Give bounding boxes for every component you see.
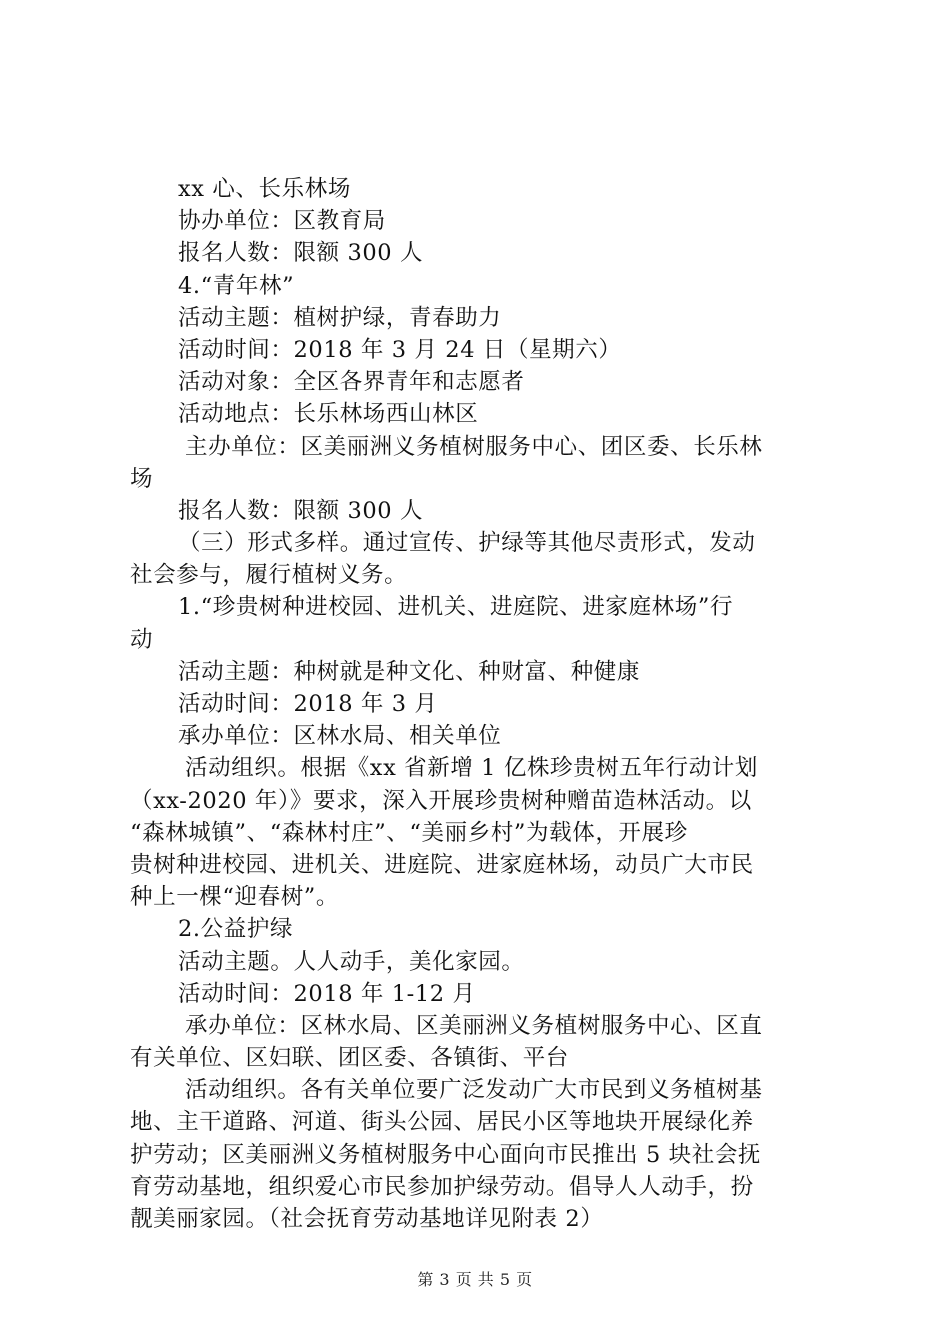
- text-line: 护劳动；区美丽洲义务植树服务中心面向市民推出 5 块社会抚: [130, 1141, 762, 1168]
- text-line: （xx-2020 年）》要求，深入开展珍贵树种赠苗造林活动。以: [130, 787, 752, 814]
- text-line: 育劳动基地，组织爱心市民参加护绿劳动。倡导人人动手，扮: [130, 1173, 754, 1200]
- text-line: xx 心、长乐林场: [178, 176, 351, 202]
- text-line: “森林城镇”、“森林村庄”、“美丽乡村”为载体，开展珍: [130, 819, 688, 846]
- text-line: （三）形式多样。通过宣传、护绿等其他尽责形式，发动: [178, 530, 756, 557]
- text-line: 承办单位：区林水局、相关单位: [178, 723, 502, 750]
- text-line: 4.“青年林”: [178, 272, 295, 299]
- text-line: 协办单位：区教育局: [178, 208, 386, 235]
- text-line: 活动时间：2018 年 3 月 24 日（星期六）: [178, 336, 622, 363]
- text-line: 动: [130, 626, 154, 653]
- text-line: 社会参与，履行植树义务。: [130, 562, 408, 589]
- text-line: 活动主题：植树护绿，青春助力: [178, 304, 502, 331]
- text-line: 活动组织。各有关单位要广泛发动广大市民到义务植树基: [185, 1077, 763, 1104]
- text-line: 有关单位、区妇联、团区委、各镇街、平台: [130, 1045, 569, 1072]
- text-line: 主办单位：区美丽洲义务植树服务中心、团区委、长乐林: [185, 433, 763, 460]
- text-line: 活动对象：全区各界青年和志愿者: [178, 369, 525, 396]
- text-line: 2.公益护绿: [178, 916, 294, 943]
- text-line: 活动主题。人人动手，美化家园。: [178, 948, 525, 975]
- text-line: 活动地点：长乐林场西山林区: [178, 401, 479, 428]
- text-line: 种上一棵“迎春树”。: [130, 884, 340, 911]
- text-line: 活动时间：2018 年 3 月: [178, 691, 438, 717]
- text-line: 场: [130, 465, 154, 492]
- text-line: 地、主干道路、河道、街头公园、居民小区等地块开展绿化养: [130, 1109, 754, 1136]
- text-line: 贵树种进校园、进机关、进庭院、进家庭林场，动员广大市民: [130, 851, 754, 878]
- text-line: 活动主题：种树就是种文化、种财富、种健康: [178, 658, 641, 685]
- text-line: 承办单位：区林水局、区美丽洲义务植树服务中心、区直: [185, 1012, 763, 1039]
- text-line: 活动组织。根据《xx 省新增 1 亿株珍贵树五年行动计划: [185, 755, 758, 782]
- text-line: 1.“珍贵树种进校园、进机关、进庭院、进家庭林场”行: [178, 594, 734, 621]
- text-line: 活动时间：2018 年 1-12 月: [178, 980, 476, 1007]
- page-footer: 第 3 页 共 5 页: [417, 1270, 533, 1289]
- document-body: [130, 173, 830, 1235]
- text-line: 靓美丽家园。（社会抚育劳动基地详见附表 2）: [130, 1206, 604, 1232]
- text-line: 报名人数：限额 300 人: [178, 497, 424, 524]
- text-line: 报名人数：限额 300 人: [178, 240, 424, 267]
